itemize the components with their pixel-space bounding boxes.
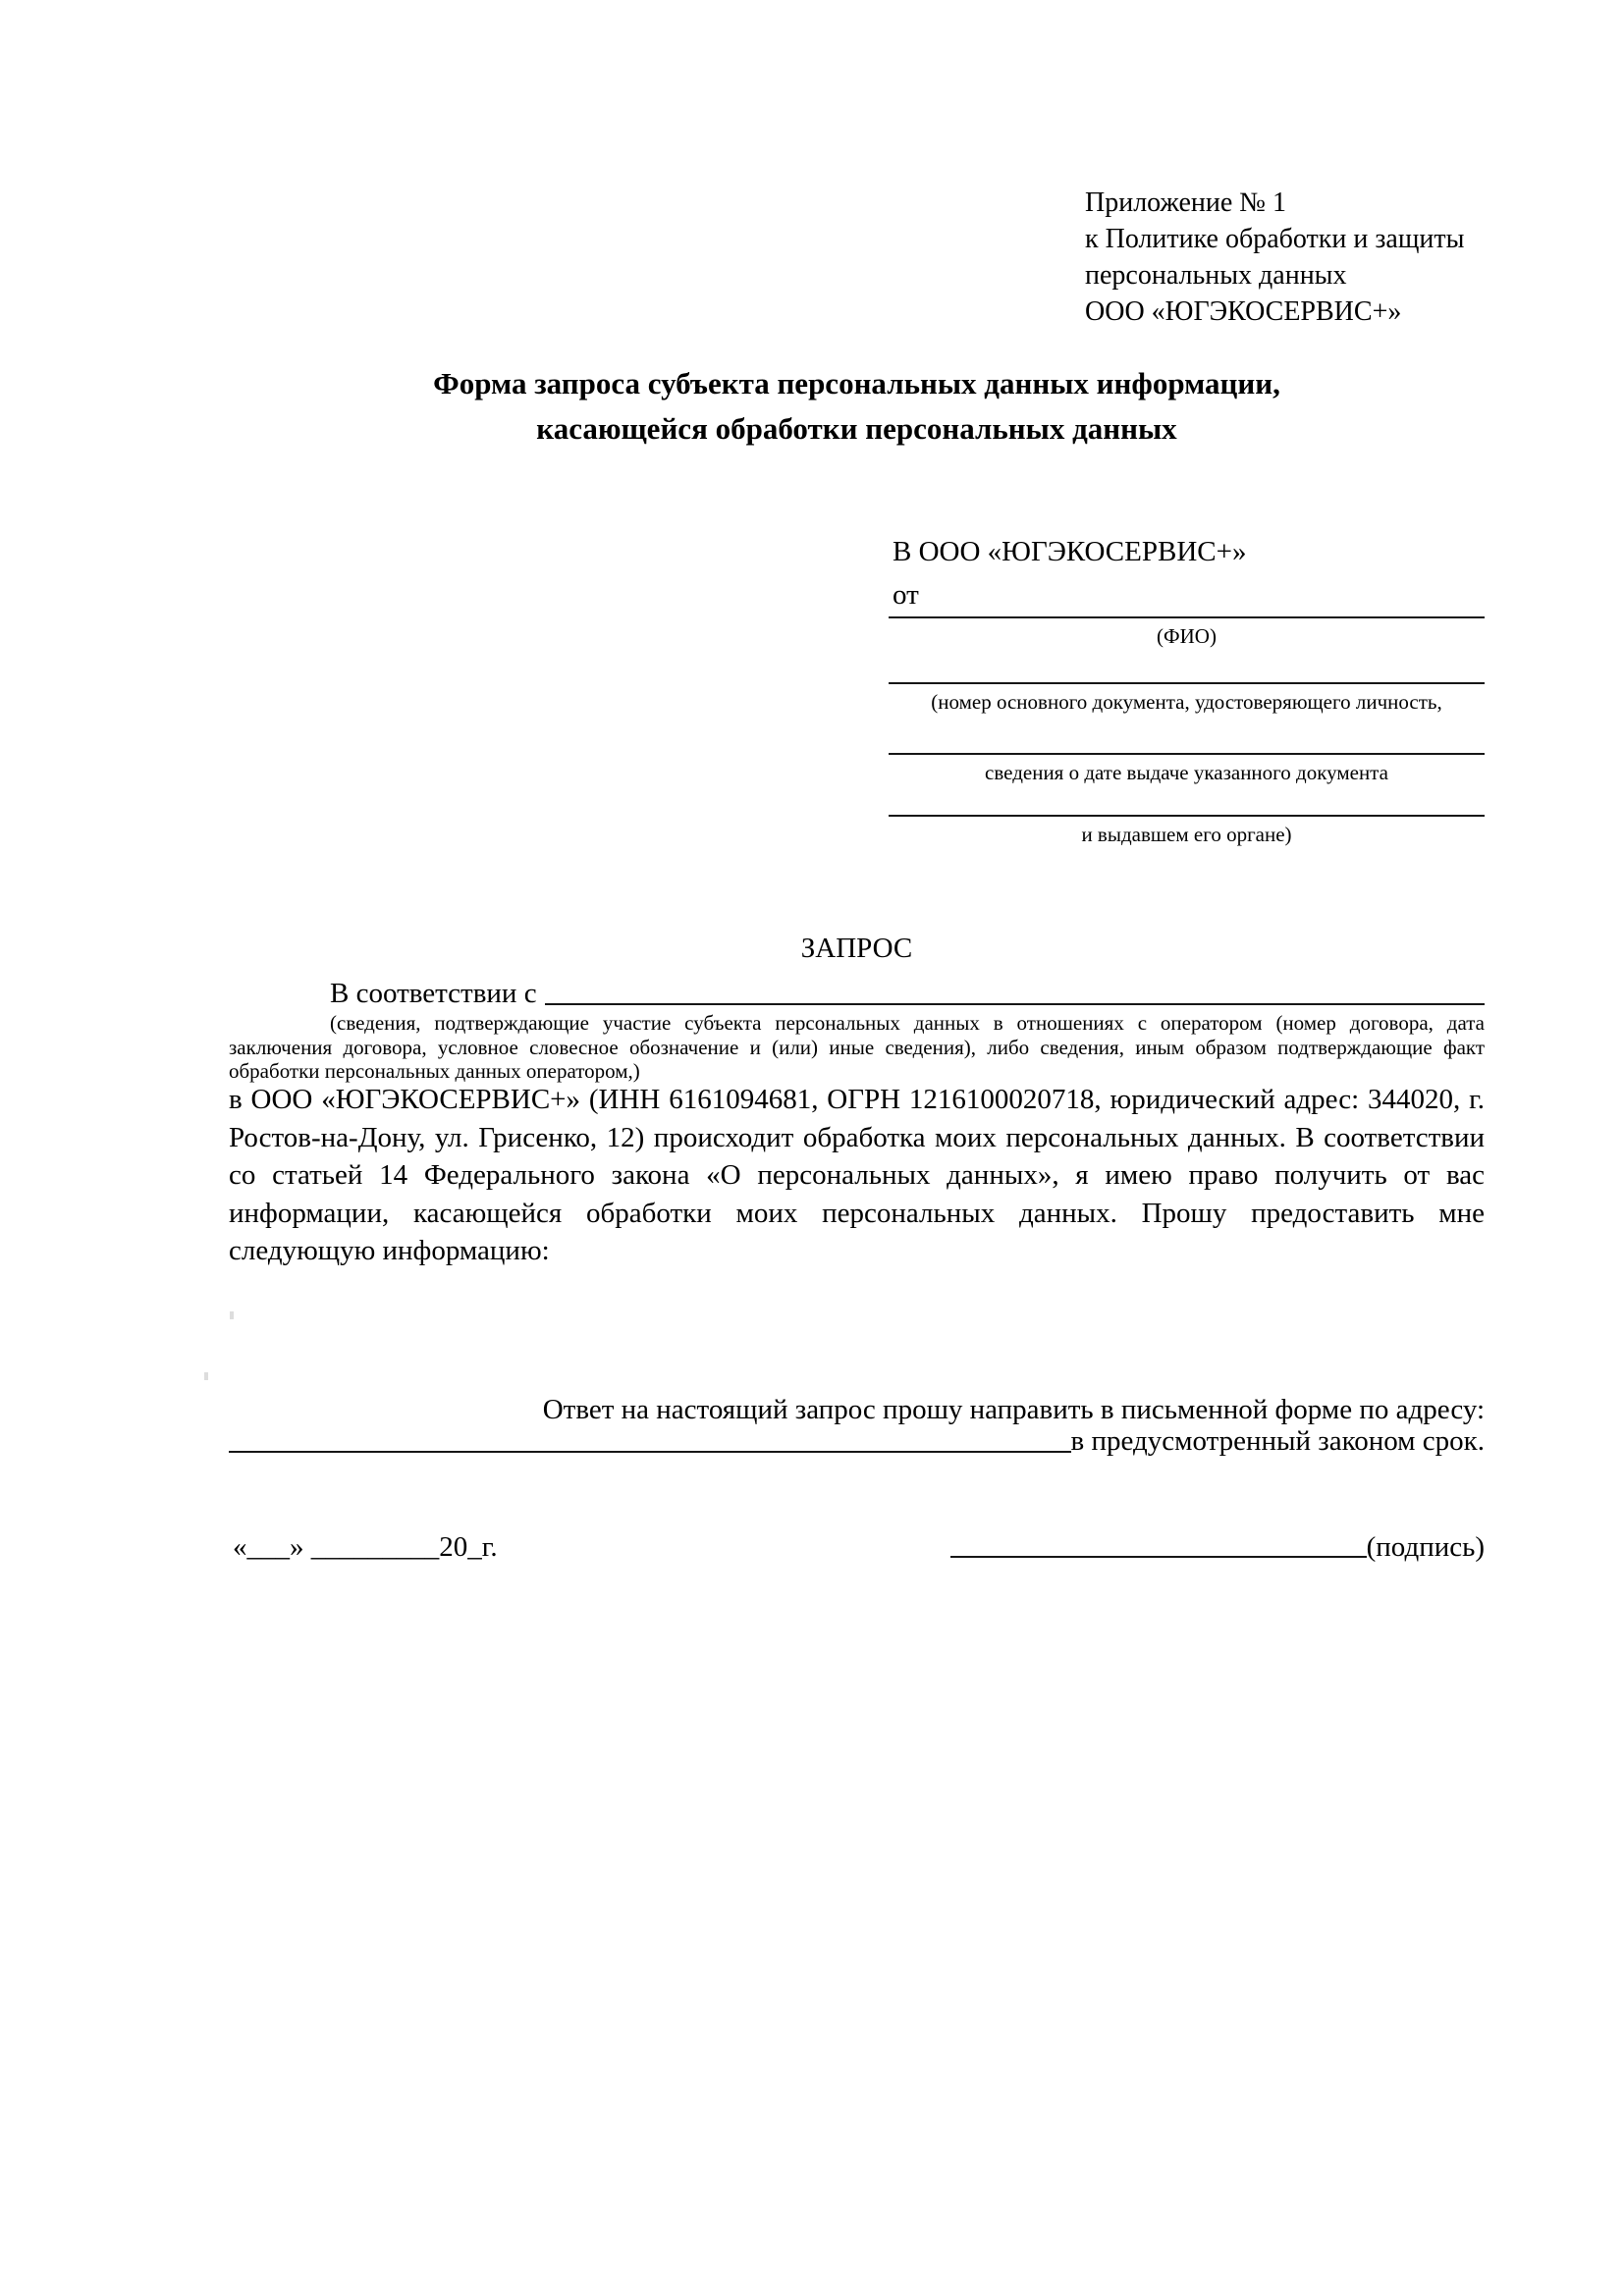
- addressee-from: от: [893, 579, 919, 611]
- doc-issuer-field: [889, 815, 1485, 847]
- request-heading: ЗАПРОС: [800, 933, 913, 964]
- page-title-line-1: Форма запроса субъекта персональных данных информации,: [433, 366, 1280, 400]
- annex-note-line: к Политике обработки и защиты: [1085, 224, 1465, 254]
- fio-caption: (ФИО): [1157, 624, 1217, 648]
- request-basis-blank-line: [545, 1003, 1485, 1005]
- doc-number-blank-line: [889, 682, 1485, 684]
- request-intro-row: [229, 978, 1485, 1010]
- fio-blank-line: [889, 616, 1485, 618]
- reply-address-row: [229, 1425, 1485, 1458]
- faint-list-marker-1: [230, 1311, 234, 1319]
- doc-date-blank-line: [889, 753, 1485, 755]
- doc-number-field: [889, 682, 1485, 715]
- reply-address-blank-line: [229, 1451, 1071, 1453]
- doc-issuer-blank-line: [889, 815, 1485, 817]
- annex-note-line: ООО «ЮГЭКОСЕРВИС+»: [1085, 296, 1402, 327]
- doc-issuer-caption: и выдавшем его органе): [1081, 823, 1292, 846]
- addressee-block: [893, 530, 1246, 616]
- page-title: [229, 361, 1485, 452]
- request-footnote: (сведения, подтверждающие участие субъекта персональных данных в отношениях с оператором (номер договора, дата заключения договора, условное словесное обозначение и (или) иные сведения), либо сведения, иным образом подтверждающие факт обработки персональных данных оператором,): [229, 1011, 1485, 1083]
- date-line: «___» _________20_г.: [233, 1531, 498, 1563]
- faint-list-marker-2: [204, 1372, 208, 1380]
- annex-note-line: персональных данных: [1085, 260, 1347, 291]
- annex-note-line: Приложение № 1: [1085, 187, 1286, 218]
- doc-number-caption: (номер основного документа, удостоверяющего личность,: [931, 690, 1442, 714]
- date-signature-row: [229, 1531, 1485, 1564]
- page-title-line-2: касающейся обработки персональных данных: [536, 411, 1177, 446]
- signature-caption: (подпись): [1366, 1531, 1485, 1563]
- annex-note: [1085, 185, 1464, 330]
- reply-instruction-line: Ответ на настоящий запрос прошу направить в письменной форме по адресу:: [542, 1394, 1485, 1425]
- reply-deadline-text: в предусмотренный законом срок.: [1070, 1425, 1485, 1457]
- request-body-paragraph: в ООО «ЮГЭКОСЕРВИС+» (ИНН 6161094681, ОГРН 1216100020718, юридический адрес: 344020, г. Ростов-на-Дону, ул. Грисенко, 12) происходит обработка моих персональных данных. В соответствии со статьей 14 Федерального закона «О персональных данных», я имею право получить от вас информации, касающейся обработки моих персональных данных. Прошу предоставить мне следующую информацию:: [229, 1084, 1485, 1267]
- addressee-to: В ООО «ЮГЭКОСЕРВИС+»: [893, 536, 1247, 567]
- fio-field: [889, 616, 1485, 649]
- signature-blank-line: [950, 1556, 1367, 1558]
- doc-date-field: [889, 753, 1485, 785]
- doc-date-caption: сведения о дате выдаче указанного документа: [985, 761, 1388, 784]
- request-intro-text: В соответствии с: [330, 978, 537, 1009]
